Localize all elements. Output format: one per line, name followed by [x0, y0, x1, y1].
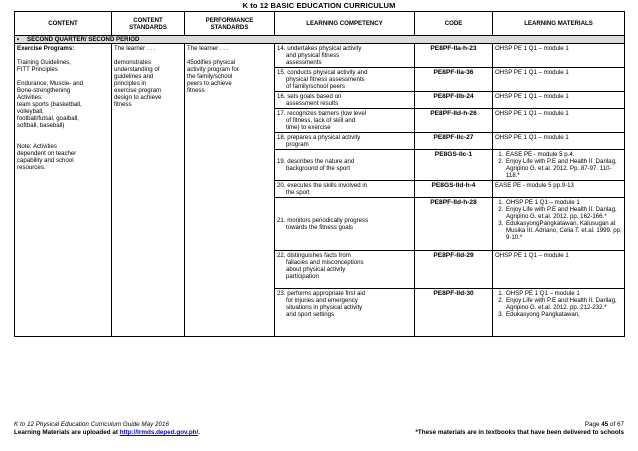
materials-item: EASE PE - module 5 pp.9-13 [495, 181, 574, 189]
materials-list [495, 199, 622, 241]
competency-line [277, 182, 412, 189]
learning-competency-cell [275, 150, 415, 181]
performance-standard-line: 45odifies physical [187, 58, 236, 66]
competency-line: fallacies and misconceptions [286, 258, 364, 266]
competency-line: background of the sport [286, 165, 351, 172]
competency-line: of fitness, lack of skill and [286, 116, 356, 124]
content-standard-line: principles in [114, 79, 147, 87]
content-line: Bone-strengthening [17, 86, 71, 94]
competency-number: 22. [277, 251, 286, 259]
competency-line: and sport settings [286, 310, 335, 318]
competency-line: assessments [286, 58, 322, 66]
competency-line: participation [286, 272, 319, 280]
competency-line: of family/school peers [286, 82, 345, 90]
competency-line: program [286, 140, 309, 148]
learning-materials-cell [493, 109, 625, 133]
materials-list-item: 3. Edukasyong Pangkatawan, [505, 311, 622, 318]
materials-item: OHSP PE 1 Q1 – module 1 [495, 251, 569, 259]
competency-line [277, 69, 412, 76]
content-line: volleyball, [17, 107, 44, 115]
learning-competency-cell [275, 181, 415, 198]
competency-number: 23. [277, 289, 286, 297]
performance-standard-line: activity program for [187, 65, 239, 73]
materials-item: OHSP PE 1 Q1 – module 1 [495, 109, 569, 117]
learning-competency-cell [275, 109, 415, 133]
competency-text: conducts physical activity and [287, 68, 368, 76]
competency-line: and physical fitness [286, 51, 340, 59]
performance-standard-line: The learner . . . [187, 44, 229, 52]
materials-list [495, 290, 622, 318]
quarter-text: SECOND QUARTER/ SECOND PERIOD [27, 36, 140, 43]
code-cell: PE8PF-IIa-h-23 [415, 44, 493, 68]
competency-line: the sport [286, 188, 310, 196]
competency-line [277, 217, 412, 224]
performance-standard-line: peers to achieve [187, 79, 232, 87]
code-cell: PE8GS-IId-h-4 [415, 181, 493, 198]
competency-line [277, 134, 412, 141]
content-line: resources. [17, 163, 46, 171]
performance-standard-line: fitness [187, 86, 205, 94]
learning-materials-cell [493, 133, 625, 150]
materials-list-item: 1. OHSP PE 1 Q1 – module 1 [505, 199, 622, 206]
competency-text: prepares a physical activity [287, 133, 361, 141]
competency-line [277, 290, 412, 297]
content-line: FITT Principles [17, 65, 58, 73]
code-cell: PE8PF-IId-30 [415, 289, 493, 337]
learning-materials-cell [493, 44, 625, 68]
competency-number: 14. [277, 44, 286, 52]
competency-text: sets goals based on [287, 92, 342, 100]
materials-item: OHSP PE 1 Q1 – module 1 [495, 133, 569, 141]
code-cell: PE8PF-IIa-36 [415, 68, 493, 92]
learning-materials-cell [493, 92, 625, 109]
content-heading: Exercise Programs: [17, 44, 75, 52]
learning-competency-cell [275, 289, 415, 337]
competency-line: about physical activity [286, 265, 346, 273]
header-learning-materials: LEARNING MATERIALS [493, 12, 625, 36]
materials-list-item: 3. EdukasyongPangkatawan, Kalusugan at Musika III. Adriano, Celia T. et.al. 1999. pp. 9-10.* [505, 220, 622, 241]
materials-list-item: 2. Enjoy Life with P.E and Health II. Darilag, Agripino G. et.al. 2012. pp. 212-232.* [505, 297, 622, 311]
content-line: Training Guidelines, [17, 58, 71, 66]
competency-line: assessment results [286, 99, 339, 107]
content-standards-cell [112, 44, 185, 337]
materials-list-item: 2. Enjoy Life with P.E and Health II. Darilag, Agripino G. et.al. 2012. Pp. 87-97. 110-118.* [505, 158, 622, 179]
content-line: dependent on teacher [17, 149, 77, 157]
learning-materials-cell [493, 68, 625, 92]
header-performance-standards: PERFORMANCE STANDARDS [185, 12, 275, 36]
header-learning-competency: LEARNING COMPETENCY [275, 12, 415, 36]
footer-textbook-note: *These materials are in textbooks that have been delivered to schools [415, 429, 624, 436]
code-cell: PE8PF-IId-h-26 [415, 109, 493, 133]
content-line: softball, baseball) [17, 121, 65, 129]
learning-competency-cell [275, 133, 415, 150]
content-line: football/futsal, goalball, [17, 114, 79, 122]
competency-line: physical fitness assessments [286, 75, 365, 83]
materials-item: OHSP PE 1 Q1 – module 1 [495, 44, 569, 52]
document-title: K to 12 BASIC EDUCATION CURRICULUM [242, 1, 396, 10]
competency-text: performs appropriate first aid [287, 289, 366, 297]
competency-text: distinguishes facts from [287, 251, 351, 259]
content-standard-line: The learner . . . [114, 44, 156, 52]
competency-line [277, 110, 412, 117]
table-row [15, 44, 625, 68]
content-line: team sports (basketball, [17, 100, 82, 108]
code-cell: PE8PF-IIb-24 [415, 92, 493, 109]
competency-number: 19. [277, 158, 286, 165]
content-standard-line: fitness [114, 100, 132, 108]
performance-standard-line: the family/school [187, 72, 233, 80]
competency-line [277, 158, 412, 165]
code-cell: PE8GS-IIc-1 [415, 150, 493, 181]
header-content-standards: CONTENT STANDARDS [112, 12, 185, 36]
competency-number: 18. [277, 133, 286, 141]
competency-line: towards the fitness goals [286, 224, 354, 231]
footer-guide: K to 12 Physical Education Curriculum Guide May 2016 [14, 421, 170, 428]
code-cell: PE8PF-IIc-27 [415, 133, 493, 150]
materials-item: OHSP PE 1 Q1 – module 1 [495, 68, 569, 76]
competency-line: for injuries and emergency [286, 296, 358, 304]
learning-materials-cell [493, 251, 625, 289]
code-cell: PE8PF-IId-h-28 [415, 198, 493, 251]
materials-list-item: 1. OHSP PE 1 Q1 – module 1 [505, 290, 622, 297]
competency-number: 21. [277, 217, 286, 224]
competency-line [277, 45, 412, 52]
header-row [15, 12, 625, 36]
competency-number: 16. [277, 92, 286, 100]
learning-competency-cell [275, 44, 415, 68]
competency-text: undertakes physical activity [287, 44, 362, 52]
content-standard-line: exercise program [114, 86, 162, 94]
learning-materials-cell [493, 150, 625, 181]
lrmds-link[interactable]: http://lrmds.deped.gov.ph/ [119, 429, 199, 436]
materials-list-item: 2. Enjoy Life with P.E and Health II. Darilag, Agripino G. et.al. 2012. pp. 162-166.* [505, 206, 622, 220]
learning-materials-cell [493, 289, 625, 337]
content-line: Endurance, Muscle- and [17, 79, 84, 87]
competency-line: time) to exercise [286, 123, 331, 131]
materials-item: OHSP PE 1 Q1 – module 1 [495, 92, 569, 100]
competency-line [277, 252, 412, 259]
learning-materials-cell [493, 198, 625, 251]
header-content: CONTENT [15, 12, 112, 36]
competency-text: monitors periodically progress [287, 217, 369, 224]
competency-number: 20. [277, 181, 286, 189]
competency-number: 17. [277, 109, 286, 117]
bullet-icon: • [17, 36, 20, 43]
learning-competency-cell [275, 251, 415, 289]
page-number: 45 [601, 421, 609, 428]
code-cell: PE8PF-IId-29 [415, 251, 493, 289]
learning-competency-cell [275, 92, 415, 109]
competency-line: situations in physical activity [286, 303, 363, 311]
materials-list-item: 1. EASE PE - module 5 p.4. [505, 151, 622, 158]
quarter-row [15, 36, 625, 44]
content-standard-line: design to achieve [114, 93, 162, 101]
quarter-label [15, 36, 625, 44]
competency-text: executes the skills involved in [287, 181, 368, 189]
performance-standards-cell [185, 44, 275, 337]
content-line: Activities: [17, 93, 43, 101]
header-code: CODE [415, 12, 493, 36]
footer-page: Page 45 of 67 [584, 421, 624, 428]
content-cell [15, 44, 112, 337]
learning-materials-cell [493, 181, 625, 198]
content-line: Note: Activities [17, 142, 57, 150]
competency-text: describes the nature and [287, 158, 355, 165]
content-standard-line: understanding of [114, 65, 160, 73]
learning-competency-cell [275, 198, 415, 251]
content-standard-line: demonstrates [114, 58, 151, 66]
competency-number: 15. [277, 68, 286, 76]
content-standard-line: guidelines and [114, 72, 154, 80]
curriculum-table [14, 11, 625, 337]
competency-text: recognizes barriers (low level [287, 109, 367, 117]
materials-list [495, 151, 622, 179]
content-line: capability and school [17, 156, 74, 164]
competency-line [277, 93, 412, 100]
footer-uploaded: Learning Materials are uploaded at http://lrmds.deped.gov.ph/. [14, 429, 201, 436]
learning-competency-cell [275, 68, 415, 92]
